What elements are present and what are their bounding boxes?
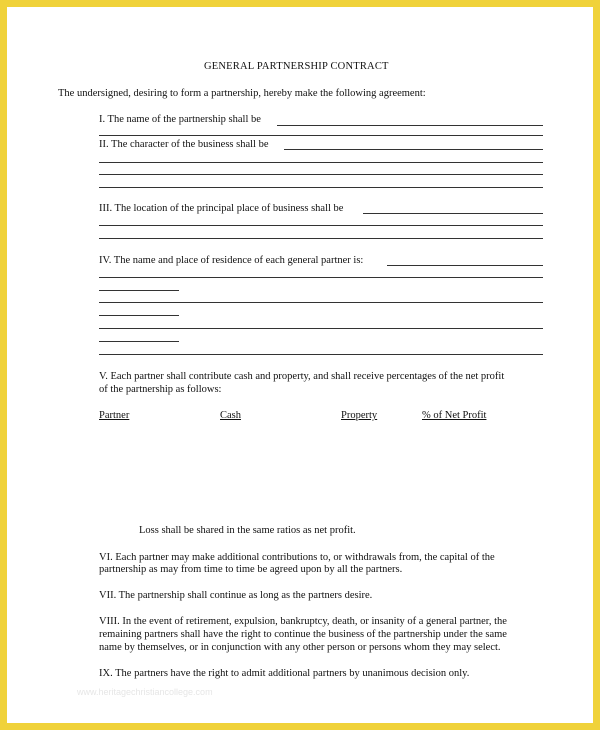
- clause-5-text-1: V. Each partner shall contribute cash and property, and shall receive percentages of the net profit: [99, 371, 505, 382]
- blank-line[interactable]: [99, 238, 543, 239]
- short-blank-line[interactable]: [99, 315, 179, 316]
- blank-line[interactable]: [99, 135, 543, 136]
- table-header-partner: Partner: [99, 410, 130, 421]
- partnership-name-line[interactable]: [277, 125, 543, 126]
- table-header-net-profit: % of Net Profit: [422, 410, 487, 421]
- blank-line[interactable]: [99, 174, 543, 175]
- business-character-line[interactable]: [284, 149, 543, 150]
- short-blank-line[interactable]: [99, 290, 179, 291]
- clause-8-text-1: VIII. In the event of retirement, expulsion, bankruptcy, death, or insanity of a general partner, the: [99, 616, 507, 627]
- table-header-cash: Cash: [220, 410, 241, 421]
- blank-line[interactable]: [99, 302, 543, 303]
- blank-line[interactable]: [99, 225, 543, 226]
- blank-line[interactable]: [99, 328, 543, 329]
- clause-7-text: VII. The partnership shall continue as long as the partners desire.: [99, 590, 373, 601]
- clause-5-text-2: of the partnership as follows:: [99, 384, 222, 395]
- loss-sharing-text: Loss shall be shared in the same ratios as net profit.: [139, 525, 356, 536]
- blank-line[interactable]: [99, 162, 543, 163]
- business-location-line[interactable]: [363, 213, 543, 214]
- clause-4-label: IV. The name and place of residence of each general partner is:: [99, 255, 364, 266]
- watermark-text: www.heritagechristiancollege.com: [77, 687, 213, 697]
- table-header-property: Property: [341, 410, 378, 421]
- clause-6-text-2: partnership as may from time to time be agreed upon by all the partners.: [99, 564, 403, 575]
- clause-2-label: II. The character of the business shall be: [99, 139, 269, 150]
- blank-line[interactable]: [99, 277, 543, 278]
- clause-8-text-2: remaining partners shall have the right to continue the business of the partnership under the same: [99, 629, 507, 640]
- clause-9-text: IX. The partners have the right to admit additional partners by unanimous decision only.: [99, 668, 470, 679]
- short-blank-line[interactable]: [99, 341, 179, 342]
- clause-6-text-1: VI. Each partner may make additional contributions to, or withdrawals from, the capital of the: [99, 552, 495, 563]
- page-title: GENERAL PARTNERSHIP CONTRACT: [204, 61, 389, 72]
- clause-8-text-3: name by themselves, or in conjunction with any other person or persons whom they may select.: [99, 642, 501, 653]
- partner-residence-line[interactable]: [387, 265, 543, 266]
- clause-3-label: III. The location of the principal place of business shall be: [99, 203, 344, 214]
- blank-line[interactable]: [99, 354, 543, 355]
- intro-text: The undersigned, desiring to form a partnership, hereby make the following agreement:: [58, 88, 426, 99]
- clause-1-label: I. The name of the partnership shall be: [99, 114, 261, 125]
- blank-line[interactable]: [99, 187, 543, 188]
